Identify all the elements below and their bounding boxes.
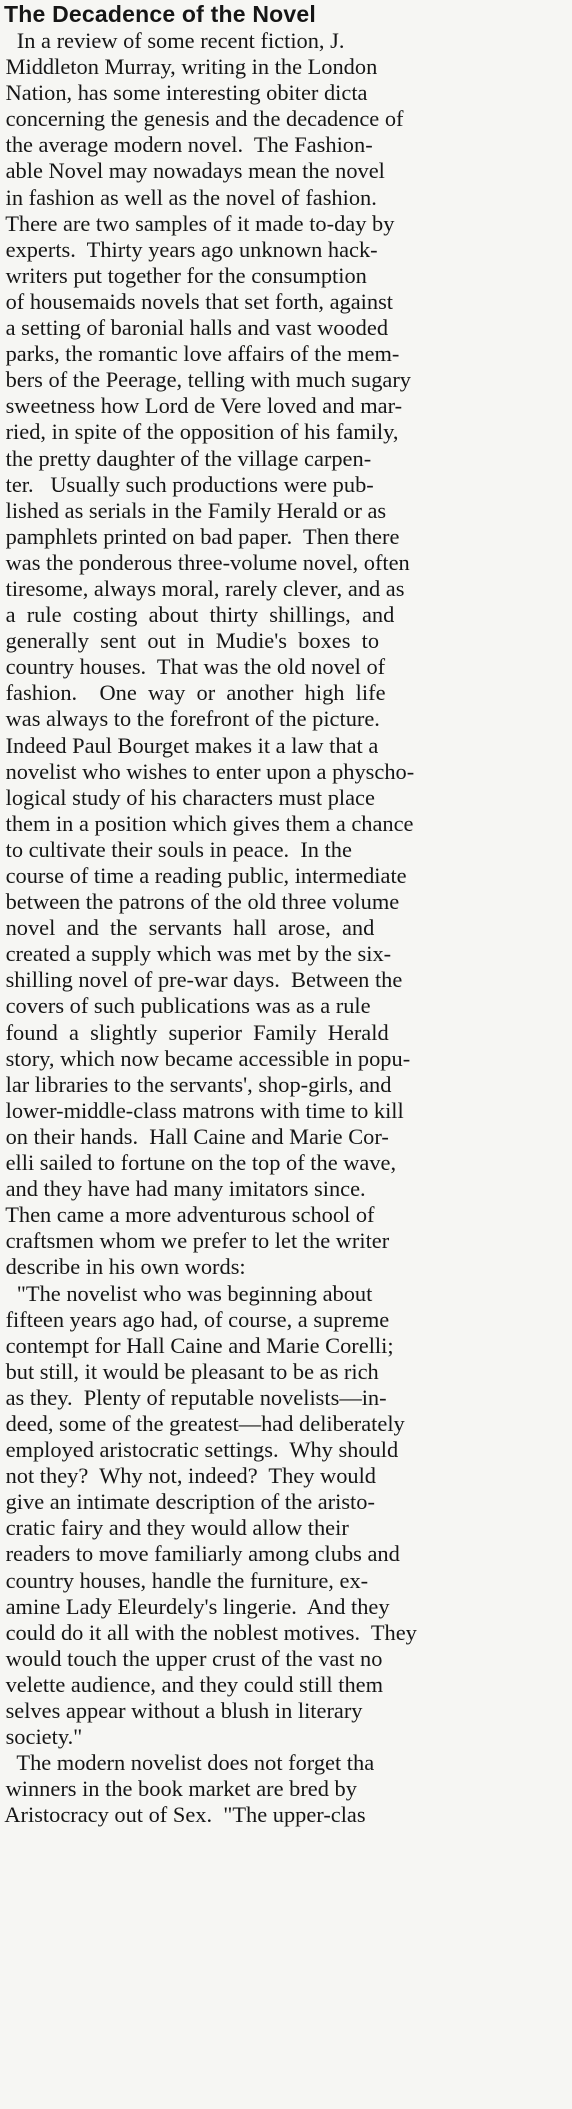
text-line: cratic fairy and they would allow their [0,1515,349,1541]
text-line: employed aristocratic settings. Why should [0,1437,399,1463]
text-line: selves appear without a blush in literary [0,1698,363,1723]
text-line: fashion. One way or another high life [0,680,386,706]
text-line: readers to move familiarly among clubs and [0,1541,400,1567]
text-line: describe in his own words: [0,1254,246,1280]
text-line: the average modern novel. The Fashion- [0,132,373,158]
text-line: a setting of baronial halls and vast wooded [0,315,389,341]
text-line: story, which now became accessible in popu- [0,1045,411,1071]
text-line: velette audience, and they could still them [0,1671,384,1697]
text-line: on their hands. Hall Caine and Marie Cor- [0,1123,389,1149]
text-line: country houses. That was the old novel of [0,654,386,680]
text-line: elli sailed to fortune on the top of the wave, [0,1150,397,1176]
text-line: winners in the book market are bred by [0,1776,357,1802]
text-line: was always to the forefront of the picture. [0,706,380,732]
text-line: Aristocracy out of Sex. "The upper-clas [0,1802,366,1828]
text-line: give an intimate description of the aristo- [0,1489,375,1515]
text-line: covers of such publications was as a rule [0,993,371,1019]
text-line: bers of the Peerage, telling with much sugary [0,367,412,393]
text-line: writers put together for the consumption [0,262,367,288]
text-line: deed, some of the greatest—had deliberately [0,1410,405,1436]
text-line: found a slightly superior Family Herald [0,1019,389,1045]
text-line: parks, the romantic love affairs of the mem- [0,341,400,367]
text-line: country houses, handle the furniture, ex- [0,1567,369,1593]
text-line: experts. Thirty years ago unknown hack- [0,236,378,262]
text-line: not they? Why not, indeed? They would [0,1463,377,1489]
text-line: logical study of his characters must place [0,784,375,810]
text-line: lished as serials in the Family Herald or as [0,497,387,523]
text-line: in fashion as well as the novel of fashion. [0,184,377,210]
text-line: but still, it would be pleasant to be as rich [0,1358,379,1384]
text-line: In a review of some recent fiction, J. [0,28,345,53]
text-line: Nation, has some interesting obiter dicta [0,80,368,106]
text-line: ter. Usually such productions were pub- [0,471,374,497]
text-line: as they. Plenty of reputable novelists—in- [0,1384,387,1410]
text-line: novel and the servants hall arose, and [0,915,375,941]
text-line: Indeed Paul Bourget makes it a law that a [0,732,379,758]
text-line: and they have had many imitators since. [0,1176,366,1202]
text-line: sweetness how Lord de Vere loved and mar- [0,393,403,419]
article-body [0,28,572,1828]
text-line: between the patrons of the old three volume [0,889,400,915]
text-line: was the ponderous three-volume novel, often [0,549,410,575]
text-line: society." [0,1724,83,1750]
text-line: able Novel may nowadays mean the novel [0,158,385,184]
text-line: ried, in spite of the opposition of his family, [0,419,399,445]
text-line: a rule costing about thirty shillings, and [0,602,395,628]
text-line: lar libraries to the servants', shop-girls, and [0,1071,392,1097]
text-line: concerning the genesis and the decadence of [0,106,404,132]
text-line: The modern novelist does not forget tha [0,1750,375,1776]
text-line: tiresome, always moral, rarely clever, and as [0,575,405,601]
text-line: would touch the upper crust of the vast no [0,1645,383,1671]
text-line: to cultivate their souls in peace. In the [0,836,352,862]
text-line: them in a position which gives them a chance [0,810,414,836]
text-line: "The novelist who was beginning about [0,1280,373,1306]
text-line: course of time a reading public, intermediate [0,863,407,888]
text-line: generally sent out in Mudie's boxes to [0,628,380,654]
text-line: the pretty daughter of the village carpen- [0,445,372,471]
text-line: shilling novel of pre-war days. Between the [0,967,403,993]
text-line: fifteen years ago had, of course, a supreme [0,1306,390,1332]
text-line: lower-middle-class matrons with time to kill [0,1097,404,1123]
text-line: novelist who wishes to enter upon a physcho- [0,758,415,784]
text-line: contempt for Hall Caine and Marie Corelli; [0,1332,394,1358]
text-line: Then came a more adventurous school of [0,1202,375,1228]
text-line: craftsmen whom we prefer to let the writer [0,1228,390,1254]
text-line: could do it all with the noblest motives. They [0,1619,417,1645]
text-line: Middleton Murray, writing in the London [0,54,378,80]
text-line: There are two samples of it made to-day by [0,210,395,236]
article-title: The Decadence of the Novel [4,1,316,27]
text-line: pamphlets printed on bad paper. Then there [0,523,400,549]
text-line: of housemaids novels that set forth, against [0,288,394,314]
text-line: amine Lady Eleurdely's lingerie. And they [0,1593,390,1619]
text-line: created a supply which was met by the six- [0,941,392,967]
